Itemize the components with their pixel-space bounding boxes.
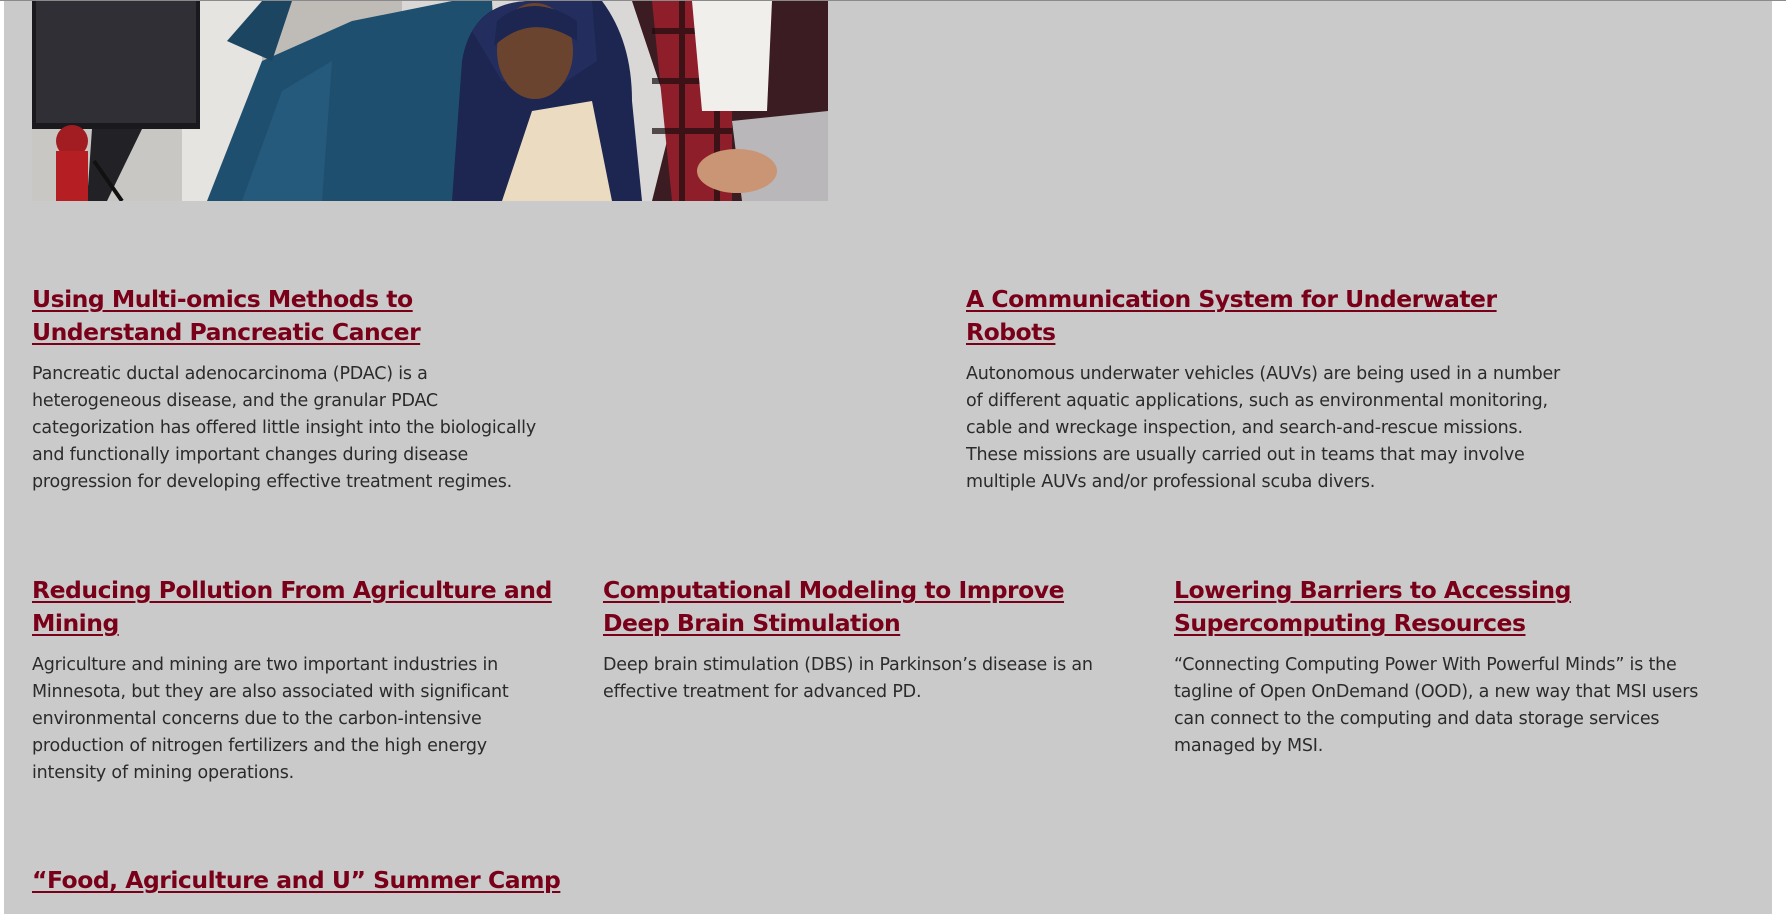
content-panel xyxy=(4,1,1772,914)
card-title-link[interactable]: Lowering Barriers to Accessing Supercomputing Resources xyxy=(1174,576,1571,637)
card-title-link[interactable]: Computational Modeling to Improve Deep Brain Stimulation xyxy=(603,576,1065,637)
card-summer-camp xyxy=(32,864,652,897)
card-multiomics xyxy=(32,283,560,496)
card-summary: Pancreatic ductal adenocarcinoma (PDAC) is a heterogeneous disease, and the granular PDAC categorization has offered little insight into the biologically and functionally important changes during disease progression for developing effective treatment regimes. xyxy=(32,364,536,492)
card-underwater-robots xyxy=(966,283,1578,496)
hero-photo[interactable] xyxy=(32,1,828,201)
card-summary: Deep brain stimulation (DBS) in Parkinson’s disease is an effective treatment for advanced PD. xyxy=(603,655,1093,702)
card-pollution xyxy=(32,574,552,787)
card-supercomputing xyxy=(1174,574,1714,760)
card-title-link[interactable]: Using Multi-omics Methods to Understand Pancreatic Cancer xyxy=(32,285,421,346)
card-brain-stimulation xyxy=(603,574,1123,706)
card-summary: Autonomous underwater vehicles (AUVs) are being used in a number of different aquatic applications, such as environmental monitoring, cable and wreckage inspection, and search-and-rescue missions. These missions are usually carried out in teams that may involve multiple AUVs and/or professional scuba divers. xyxy=(966,364,1561,492)
card-summary: Agriculture and mining are two important industries in Minnesota, but they are also associated with significant environmental concerns due to the carbon-intensive production of nitrogen fertilizers and the high energy intensity of mining operations. xyxy=(32,655,509,783)
card-title-link[interactable]: Reducing Pollution From Agriculture and Mining xyxy=(32,576,552,637)
card-title-link[interactable]: “Food, Agriculture and U” Summer Camp xyxy=(32,866,561,894)
card-summary: “Connecting Computing Power With Powerful Minds” is the tagline of Open OnDemand (OOD), a new way that MSI users can connect to the computing and data storage services managed by MSI. xyxy=(1174,655,1699,756)
card-title-link[interactable]: A Communication System for Underwater Robots xyxy=(966,285,1497,346)
photo-image-icon xyxy=(32,1,828,201)
